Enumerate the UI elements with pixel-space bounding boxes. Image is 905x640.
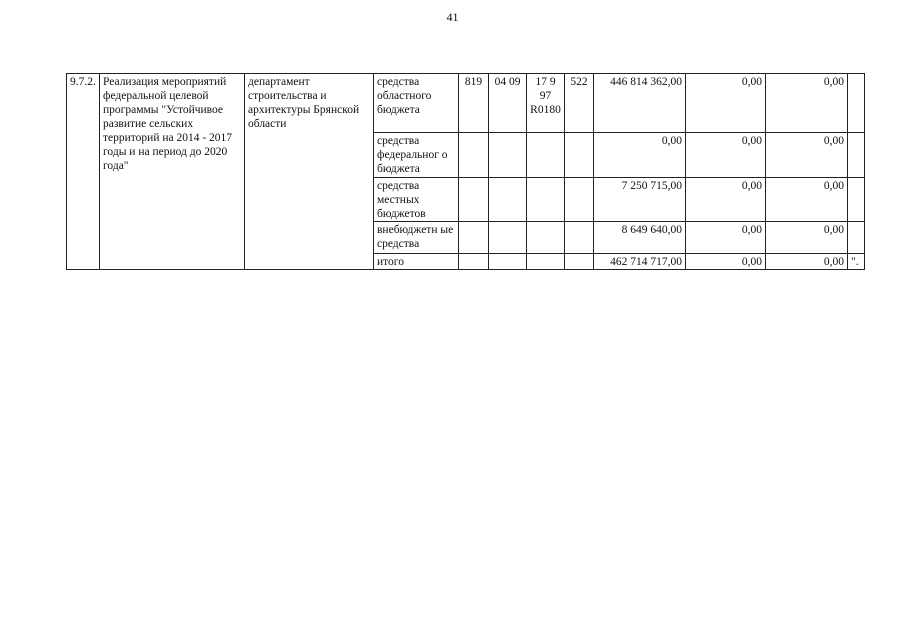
amount-year3-cell: 0,00: [766, 133, 848, 178]
amount-year1-cell: 446 814 362,00: [594, 74, 686, 133]
amount-year3-cell: 0,00: [766, 222, 848, 254]
measure-name-cell: Реализация мероприятий федеральной целевой программы "Устойчивое развитие сельских территорий на 2014 - 2017 годы и на период до 2020 года": [100, 74, 245, 270]
empty-cell: [848, 222, 865, 254]
budget-table: [66, 73, 865, 270]
vr-cell: 522: [565, 74, 594, 133]
empty-cell: [848, 74, 865, 133]
executor-cell: департамент строительства и архитектуры Брянской области: [245, 74, 374, 270]
empty-cell: [848, 178, 865, 222]
empty-cell: [848, 133, 865, 178]
page-number: 41: [446, 10, 459, 24]
amount-year2-cell: 0,00: [686, 222, 766, 254]
grbs-cell: 819: [459, 74, 489, 133]
source-label-cell: внебюджетн ые средства: [374, 222, 459, 254]
table-row: [67, 74, 865, 133]
amount-year2-cell: 0,00: [686, 74, 766, 133]
vr-cell: [565, 254, 594, 270]
amount-year3-cell: 0,00: [766, 178, 848, 222]
source-label-cell: средства местных бюджетов: [374, 178, 459, 222]
amount-year3-cell: 0,00: [766, 254, 848, 270]
rzpr-cell: [489, 222, 527, 254]
amount-year2-cell: 0,00: [686, 133, 766, 178]
rzpr-cell: [489, 254, 527, 270]
grbs-cell: [459, 133, 489, 178]
amount-year3-cell: 0,00: [766, 74, 848, 133]
grbs-cell: [459, 222, 489, 254]
vr-cell: [565, 133, 594, 178]
rzpr-cell: [489, 133, 527, 178]
vr-cell: [565, 178, 594, 222]
amount-year2-cell: 0,00: [686, 254, 766, 270]
rzpr-cell: [489, 178, 527, 222]
amount-year1-cell: 462 714 717,00: [594, 254, 686, 270]
csr-cell: 17 9 97 R0180: [527, 74, 565, 133]
source-label-cell: итого: [374, 254, 459, 270]
row-number-cell: 9.7.2.: [67, 74, 100, 270]
amount-year1-cell: 8 649 640,00: [594, 222, 686, 254]
amount-year1-cell: 7 250 715,00: [594, 178, 686, 222]
rzpr-cell: 04 09: [489, 74, 527, 133]
amount-year2-cell: 0,00: [686, 178, 766, 222]
csr-cell: [527, 178, 565, 222]
csr-cell: [527, 222, 565, 254]
grbs-cell: [459, 178, 489, 222]
grbs-cell: [459, 254, 489, 270]
csr-cell: [527, 254, 565, 270]
amount-year1-cell: 0,00: [594, 133, 686, 178]
closing-quote-mark: ".: [848, 254, 865, 270]
source-label-cell: средства федеральног о бюджета: [374, 133, 459, 178]
source-label-cell: средства областного бюджета: [374, 74, 459, 133]
csr-cell: [527, 133, 565, 178]
vr-cell: [565, 222, 594, 254]
